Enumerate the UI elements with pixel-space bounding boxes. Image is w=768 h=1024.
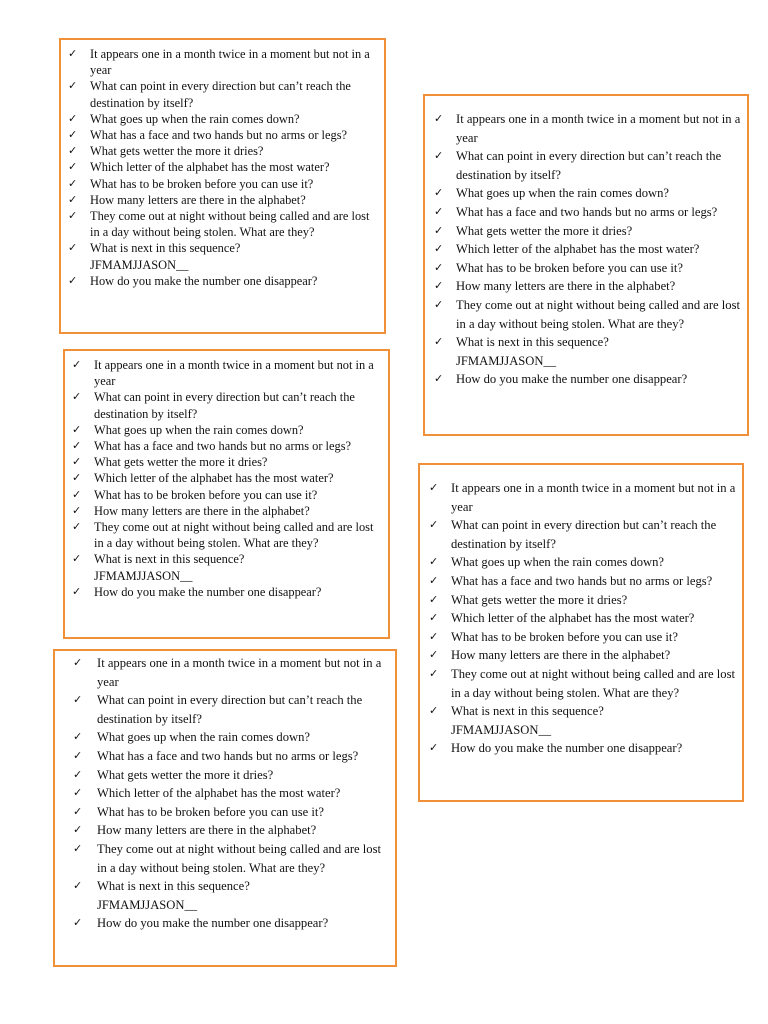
riddle-text: What has a face and two hands but no arms or legs? xyxy=(456,204,718,219)
checkmark-icon: ✓ xyxy=(73,767,83,781)
riddle-text: What is next in this sequence? xyxy=(97,879,250,894)
checkmark-icon: ✓ xyxy=(73,804,83,818)
riddle-item xyxy=(431,370,741,389)
riddle-text: What has to be broken before you can use it? xyxy=(456,260,683,275)
riddle-item xyxy=(71,551,382,583)
riddle-text: What has to be broken before you can use it? xyxy=(94,487,318,502)
checkmark-icon: ✓ xyxy=(429,629,439,643)
riddle-item xyxy=(71,487,382,503)
checkmark-icon: ✓ xyxy=(73,693,83,707)
riddle-text: What can point in every direction but can’t reach the destination by itself? xyxy=(94,390,355,421)
riddle-item xyxy=(61,914,389,933)
checkmark-icon: ✓ xyxy=(429,648,439,662)
checkmark-icon: ✓ xyxy=(434,186,444,200)
checkmark-icon: ✓ xyxy=(68,128,78,142)
checkmark-icon: ✓ xyxy=(434,297,444,311)
riddle-text: It appears one in a month twice in a moment but not in a year xyxy=(451,481,736,514)
riddle-text: It appears one in a month twice in a moment but not in a year xyxy=(94,358,374,389)
riddle-item xyxy=(426,553,736,572)
checkmark-icon: ✓ xyxy=(434,149,444,163)
riddle-item xyxy=(61,766,389,785)
riddle-item xyxy=(67,273,378,289)
checkmark-icon: ✓ xyxy=(72,503,82,517)
checkmark-icon: ✓ xyxy=(429,704,439,718)
checkmark-icon: ✓ xyxy=(73,730,83,744)
checkmark-icon: ✓ xyxy=(429,481,439,494)
checkmark-icon: ✓ xyxy=(72,487,82,501)
checkmark-icon: ✓ xyxy=(434,223,444,237)
checkmark-icon: ✓ xyxy=(434,112,444,125)
riddle-item xyxy=(67,127,378,143)
riddle-item xyxy=(67,46,378,78)
riddle-text: How do you make the number one disappear? xyxy=(451,741,683,756)
riddle-item xyxy=(426,646,736,665)
riddle-item xyxy=(71,422,382,438)
checkmark-icon: ✓ xyxy=(68,273,78,287)
riddle-text: What is next in this sequence? xyxy=(456,335,609,350)
riddle-text: JFMAMJJASON__ xyxy=(97,897,198,912)
riddle-item xyxy=(431,110,741,147)
riddle-text: How many letters are there in the alphabet? xyxy=(94,503,310,518)
riddle-text: What can point in every direction but can’t reach the destination by itself? xyxy=(90,79,351,110)
riddle-item xyxy=(71,470,382,486)
riddle-text: What has a face and two hands but no arms or legs? xyxy=(94,439,352,454)
checkmark-icon: ✓ xyxy=(73,748,83,762)
riddle-item xyxy=(426,516,736,553)
riddle-item xyxy=(67,176,378,192)
riddle-item xyxy=(67,192,378,208)
checkmark-icon: ✓ xyxy=(434,242,444,256)
riddle-item xyxy=(71,357,382,389)
riddle-text: What gets wetter the more it dries? xyxy=(94,455,268,470)
riddle-text: They come out at night without being called and are lost in a day without being stolen. What are they? xyxy=(451,666,735,700)
riddle-item xyxy=(71,503,382,519)
riddle-list xyxy=(426,479,736,758)
riddle-text: JFMAMJJASON__ xyxy=(90,257,189,272)
checkmark-icon: ✓ xyxy=(73,879,83,893)
riddle-text: What goes up when the rain comes down? xyxy=(94,422,304,437)
riddle-box-4 xyxy=(423,94,749,436)
riddle-item xyxy=(431,222,741,241)
riddle-text: What has a face and two hands but no arms or legs? xyxy=(451,573,713,588)
checkmark-icon: ✓ xyxy=(429,573,439,587)
riddle-text: It appears one in a month twice in a moment but not in a year xyxy=(97,656,382,689)
riddle-box-2 xyxy=(63,349,390,639)
riddle-text: What gets wetter the more it dries? xyxy=(456,223,633,238)
riddle-text: How many letters are there in the alphabet? xyxy=(451,648,671,663)
riddle-box-1 xyxy=(59,38,386,334)
checkmark-icon: ✓ xyxy=(429,611,439,625)
riddle-list xyxy=(71,357,382,600)
riddle-item xyxy=(71,389,382,421)
checkmark-icon: ✓ xyxy=(68,111,78,125)
riddle-text: What can point in every direction but can’t reach the destination by itself? xyxy=(456,149,722,182)
riddle-item xyxy=(431,259,741,278)
checkmark-icon: ✓ xyxy=(434,204,444,218)
riddle-text: How do you make the number one disappear? xyxy=(94,584,322,599)
riddle-item xyxy=(431,296,741,333)
riddle-text: JFMAMJJASON__ xyxy=(456,353,557,368)
riddle-item xyxy=(61,821,389,840)
riddle-text: What can point in every direction but can’t reach the destination by itself? xyxy=(451,518,717,551)
riddle-text: What has to be broken before you can use it? xyxy=(97,804,324,819)
riddle-item xyxy=(71,584,382,600)
riddle-item xyxy=(426,572,736,591)
riddle-item xyxy=(426,665,736,702)
riddle-text: What has to be broken before you can use it? xyxy=(451,629,678,644)
riddle-item xyxy=(61,877,389,914)
riddle-text: What has a face and two hands but no arms or legs? xyxy=(90,128,348,143)
riddle-text: How do you make the number one disappear? xyxy=(456,372,688,387)
riddle-text: What has a face and two hands but no arms or legs? xyxy=(97,748,359,763)
riddle-item xyxy=(426,591,736,610)
riddle-item xyxy=(426,702,736,739)
riddle-item xyxy=(61,728,389,747)
riddle-text: Which letter of the alphabet has the most water? xyxy=(97,786,341,801)
riddle-item xyxy=(431,333,741,370)
checkmark-icon: ✓ xyxy=(72,455,82,469)
checkmark-icon: ✓ xyxy=(72,439,82,453)
checkmark-icon: ✓ xyxy=(68,144,78,158)
riddle-item xyxy=(61,654,389,691)
riddle-text: They come out at night without being called and are lost in a day without being stolen. What are they? xyxy=(94,520,374,551)
riddle-item xyxy=(67,208,378,240)
riddle-item xyxy=(426,739,736,758)
riddle-item xyxy=(61,747,389,766)
riddle-text: Which letter of the alphabet has the most water? xyxy=(94,471,334,486)
riddle-text: They come out at night without being called and are lost in a day without being stolen. What are they? xyxy=(456,297,740,331)
riddle-item xyxy=(426,609,736,628)
checkmark-icon: ✓ xyxy=(434,260,444,274)
riddle-text: What goes up when the rain comes down? xyxy=(451,555,664,570)
riddle-text: What is next in this sequence? xyxy=(451,704,604,719)
riddle-item xyxy=(61,784,389,803)
riddle-item xyxy=(61,840,389,877)
riddle-item xyxy=(431,147,741,184)
riddle-text: How many letters are there in the alphabet? xyxy=(90,192,306,207)
riddle-item xyxy=(431,184,741,203)
riddle-text: What goes up when the rain comes down? xyxy=(90,111,300,126)
riddle-item xyxy=(431,277,741,296)
checkmark-icon: ✓ xyxy=(68,209,78,223)
riddle-text: What goes up when the rain comes down? xyxy=(456,186,669,201)
riddle-text: They come out at night without being called and are lost in a day without being stolen. What are they? xyxy=(90,209,370,240)
riddle-text: They come out at night without being called and are lost in a day without being stolen. What are they? xyxy=(97,841,381,875)
checkmark-icon: ✓ xyxy=(72,358,82,371)
checkmark-icon: ✓ xyxy=(429,555,439,569)
riddle-text: Which letter of the alphabet has the most water? xyxy=(456,242,700,257)
checkmark-icon: ✓ xyxy=(73,916,83,930)
riddle-text: What can point in every direction but can’t reach the destination by itself? xyxy=(97,693,363,726)
riddle-text: It appears one in a month twice in a moment but not in a year xyxy=(90,47,370,78)
riddle-text: What gets wetter the more it dries? xyxy=(90,144,264,159)
riddle-item xyxy=(431,240,741,259)
riddle-item xyxy=(67,240,378,272)
riddle-item xyxy=(67,159,378,175)
checkmark-icon: ✓ xyxy=(68,47,78,60)
riddle-item xyxy=(67,78,378,110)
checkmark-icon: ✓ xyxy=(72,471,82,485)
checkmark-icon: ✓ xyxy=(73,841,83,855)
checkmark-icon: ✓ xyxy=(68,192,78,206)
riddle-item xyxy=(71,454,382,470)
riddle-text: Which letter of the alphabet has the most water? xyxy=(90,160,330,175)
checkmark-icon: ✓ xyxy=(429,741,439,755)
riddle-item xyxy=(71,519,382,551)
riddle-text: What is next in this sequence? xyxy=(90,241,241,256)
riddle-text: JFMAMJJASON__ xyxy=(94,568,193,583)
checkmark-icon: ✓ xyxy=(434,335,444,349)
riddle-text: Which letter of the alphabet has the most water? xyxy=(451,611,695,626)
riddle-box-3 xyxy=(53,649,397,967)
riddle-list xyxy=(67,46,378,289)
checkmark-icon: ✓ xyxy=(68,79,78,93)
checkmark-icon: ✓ xyxy=(434,372,444,386)
riddle-text: How many letters are there in the alphabet? xyxy=(97,823,317,838)
checkmark-icon: ✓ xyxy=(429,518,439,532)
riddle-item xyxy=(61,803,389,822)
riddle-text: What gets wetter the more it dries? xyxy=(97,767,274,782)
riddle-item xyxy=(71,438,382,454)
riddle-list xyxy=(61,654,389,933)
riddle-item xyxy=(67,111,378,127)
checkmark-icon: ✓ xyxy=(73,823,83,837)
checkmark-icon: ✓ xyxy=(434,279,444,293)
riddle-item xyxy=(61,691,389,728)
riddle-text: How many letters are there in the alphabet? xyxy=(456,279,676,294)
riddle-item xyxy=(426,479,736,516)
checkmark-icon: ✓ xyxy=(72,520,82,534)
riddle-item xyxy=(67,143,378,159)
riddle-text: What has to be broken before you can use it? xyxy=(90,176,314,191)
checkmark-icon: ✓ xyxy=(72,552,82,566)
checkmark-icon: ✓ xyxy=(68,176,78,190)
riddle-text: What is next in this sequence? xyxy=(94,552,245,567)
riddle-item xyxy=(431,203,741,222)
checkmark-icon: ✓ xyxy=(73,656,83,669)
riddle-box-5 xyxy=(418,463,744,802)
checkmark-icon: ✓ xyxy=(68,160,78,174)
riddle-text: What goes up when the rain comes down? xyxy=(97,730,310,745)
riddle-text: How do you make the number one disappear? xyxy=(97,916,329,931)
riddle-text: JFMAMJJASON__ xyxy=(451,722,552,737)
riddle-text: What gets wetter the more it dries? xyxy=(451,592,628,607)
checkmark-icon: ✓ xyxy=(72,390,82,404)
checkmark-icon: ✓ xyxy=(73,786,83,800)
checkmark-icon: ✓ xyxy=(429,592,439,606)
riddle-text: It appears one in a month twice in a moment but not in a year xyxy=(456,112,741,145)
riddle-item xyxy=(426,628,736,647)
riddle-text: How do you make the number one disappear? xyxy=(90,273,318,288)
checkmark-icon: ✓ xyxy=(429,666,439,680)
riddle-list xyxy=(431,110,741,389)
checkmark-icon: ✓ xyxy=(72,584,82,598)
checkmark-icon: ✓ xyxy=(68,241,78,255)
checkmark-icon: ✓ xyxy=(72,422,82,436)
